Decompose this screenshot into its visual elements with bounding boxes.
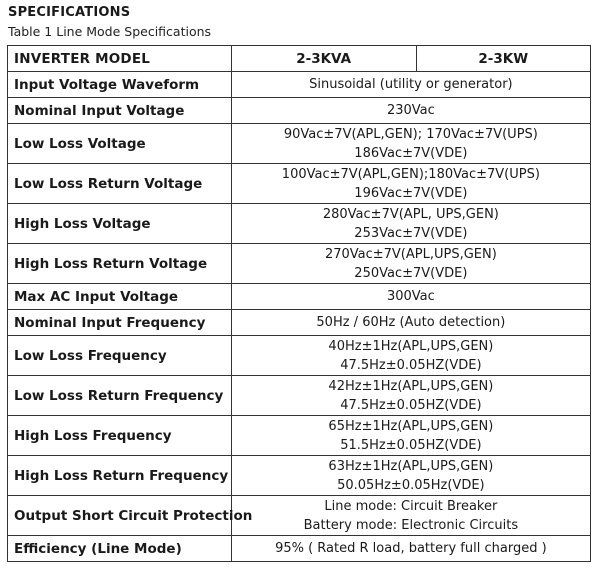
spec-label: Efficiency (Line Mode) [8,536,232,562]
spec-value-line: Sinusoidal (utility or generator) [309,77,513,92]
table-row [8,244,591,284]
header-inverter-model: INVERTER MODEL [8,46,232,72]
spec-value-line: 280Vac±7V(APL, UPS,GEN) [322,206,499,222]
spec-label: Max AC Input Voltage [8,284,232,310]
table-caption: Table 1 Line Mode Specifications [8,24,212,39]
header-model-a: 2-3KVA [231,46,416,72]
spec-label: High Loss Return Frequency [8,456,232,496]
spec-value-line: 253Vac±7V(VDE) [354,225,468,241]
spec-value [231,244,590,284]
table-row [8,164,591,204]
spec-value-line: 42Hz±1Hz(APL,UPS,GEN) [328,378,494,394]
spec-value-line: 230Vac [386,103,435,118]
spec-value-line: 95% ( Rated R load, battery full charged ) [275,541,547,556]
spec-value-line: 40Hz±1Hz(APL,UPS,GEN) [328,338,494,354]
table-row [8,456,591,496]
spec-value-line: 250Vac±7V(VDE) [354,265,468,281]
spec-value [231,456,590,496]
spec-value [231,336,590,376]
table-row [8,336,591,376]
table-row [8,72,591,98]
spec-value-line: 50.05Hz±0.05Hz(VDE) [337,477,485,493]
table-row [8,376,591,416]
table-row [8,284,591,310]
spec-value-line: Line mode: Circuit Breaker [324,498,498,514]
spec-value-line: 65Hz±1Hz(APL,UPS,GEN) [328,418,494,434]
spec-value-line: 186Vac±7V(VDE) [354,145,468,161]
spec-value-line: 47.5Hz±0.05HZ(VDE) [340,397,482,413]
spec-label: High Loss Frequency [8,416,232,456]
spec-label: Low Loss Return Voltage [8,164,232,204]
section-title: SPECIFICATIONS [8,5,131,20]
table-body [8,72,591,562]
spec-value [231,204,590,244]
spec-value [231,124,590,164]
spec-label: Output Short Circuit Protection [8,496,232,536]
spec-value-line: 50Hz / 60Hz (Auto detection) [316,315,506,330]
spec-label: Low Loss Return Frequency [8,376,232,416]
spec-value [231,98,590,124]
spec-label: Input Voltage Waveform [8,72,232,98]
table-row [8,310,591,336]
spec-label: High Loss Return Voltage [8,244,232,284]
header-model-b: 2-3KW [416,46,591,72]
table-row [8,416,591,456]
spec-value-line: 300Vac [386,289,435,304]
spec-value [231,536,590,562]
spec-value-line: 63Hz±1Hz(APL,UPS,GEN) [328,458,494,474]
spec-value-line: 47.5Hz±0.05HZ(VDE) [340,357,482,373]
spec-value-line: 196Vac±7V(VDE) [354,185,468,201]
spec-label: Low Loss Voltage [8,124,232,164]
table-row [8,124,591,164]
spec-value-line: 270Vac±7V(APL,UPS,GEN) [324,246,497,262]
spec-value-line: 51.5Hz±0.05HZ(VDE) [340,437,482,453]
spec-value [231,416,590,456]
spec-value-line: Battery mode: Electronic Circuits [303,517,519,533]
spec-value [231,496,590,536]
spec-label: Nominal Input Frequency [8,310,232,336]
spec-value [231,376,590,416]
table-row [8,536,591,562]
spec-label: Nominal Input Voltage [8,98,232,124]
spec-value [231,310,590,336]
spec-value-line: 90Vac±7V(APL,GEN); 170Vac±7V(UPS) [283,126,538,142]
spec-label: High Loss Voltage [8,204,232,244]
table-row [8,204,591,244]
table-header-row [8,46,591,72]
spec-value-line: 100Vac±7V(APL,GEN);180Vac±7V(UPS) [281,166,540,182]
spec-value [231,284,590,310]
line-mode-spec-table [7,45,591,562]
table-row [8,496,591,536]
spec-value [231,72,590,98]
spec-value [231,164,590,204]
table-row [8,98,591,124]
spec-label: Low Loss Frequency [8,336,232,376]
